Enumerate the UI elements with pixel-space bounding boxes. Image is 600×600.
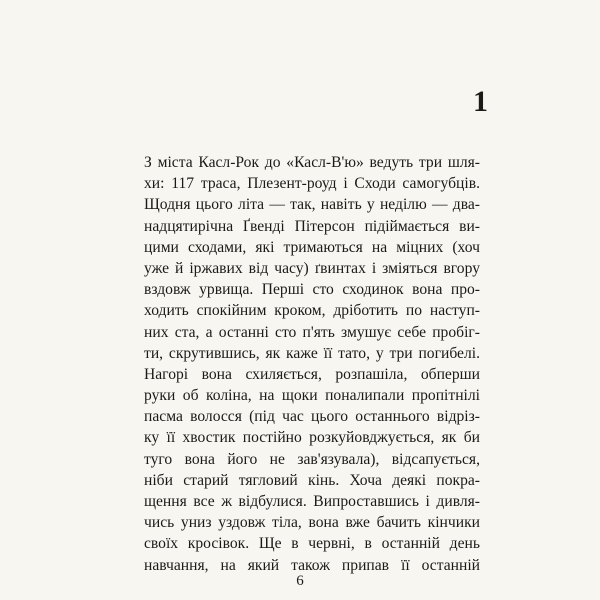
text-line: ти, скрутившись, як каже її тато, у три погибелі.: [144, 344, 480, 362]
text-line: своїх кросівок. Ще в червні, в останній день: [144, 535, 480, 553]
body-text: [144, 152, 480, 576]
text-line: пасма волосся (під час цього останнього відріз-: [144, 408, 480, 426]
text-line: Нагорі вона схиляється, розпашіла, обперши: [144, 365, 480, 383]
text-line: вздовж урвища. Перші сто сходинок вона про-: [144, 281, 480, 299]
text-line: надцятирічна Ґвенді Пітерсон підіймається ви-: [144, 217, 480, 235]
text-line: щення все ж відбулися. Випроставшись і дивля-: [144, 493, 480, 510]
text-line: Щодня цього літа — так, навіть у неділю — два-: [144, 196, 480, 214]
text-line: уже й іржавих від часу) ґвинтах і зміяться вгору: [144, 259, 480, 277]
text-line: чись униз уздовж тіла, вона вже бачить кінчики: [144, 514, 480, 532]
text-line: ку її хвостик постійно розкуйовджується, як би: [144, 429, 480, 447]
text-line: цими сходами, які тримаються на міцних (хоч: [144, 238, 480, 256]
text-line: З міста Касл-Рок до «Касл-В'ю» ведуть три шля-: [144, 154, 480, 171]
page-number: 6: [296, 573, 304, 589]
text-line: ходить спокійним кроком, дріботить по наступ-: [144, 302, 480, 320]
text-line: хи: 117 траса, Плезент-роуд і Сходи самогубців.: [144, 175, 480, 193]
chapter-number: 1: [473, 85, 488, 118]
text-line: туго вона його не зав'язувала), відсапується,: [144, 450, 480, 468]
text-line: навчання, на який також припав її останній: [144, 556, 480, 574]
text-line: них ста, а останні сто п'ять змушує себе пробіг-: [144, 323, 480, 341]
text-line: руки об коліна, на щоки поналипали пропітнілі: [144, 387, 480, 405]
text-line: ніби старий тягловий кінь. Хоча деякі покра-: [144, 471, 480, 489]
